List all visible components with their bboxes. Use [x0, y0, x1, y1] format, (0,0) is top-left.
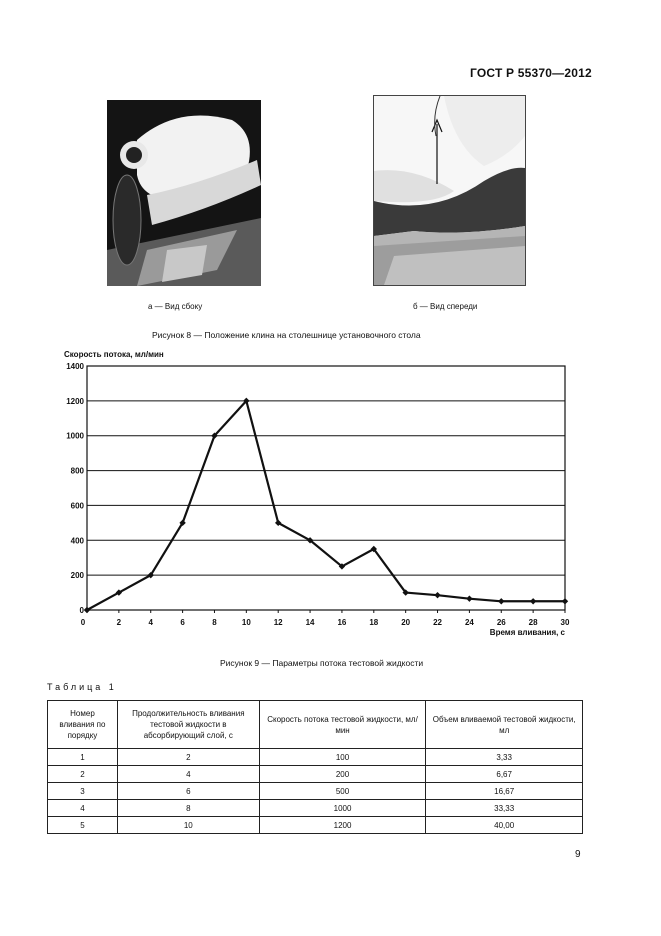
table-cell: 2 [48, 766, 118, 783]
table-cell: 5 [48, 817, 118, 834]
x-tick-label: 24 [464, 618, 474, 627]
caption-side-view: а — Вид сбоку [148, 302, 203, 311]
table-cell: 500 [259, 783, 426, 800]
data-point [498, 598, 504, 604]
x-tick-label: 10 [241, 618, 251, 627]
y-axis-label: Скорость потока, мл/мин [64, 350, 164, 359]
x-tick-label: 8 [212, 618, 217, 627]
table-row [48, 766, 583, 783]
table-cell: 4 [117, 766, 259, 783]
x-tick-label: 14 [305, 618, 315, 627]
x-tick-label: 20 [401, 618, 411, 627]
table-cell: 1000 [259, 800, 426, 817]
table-header-row [48, 701, 583, 749]
header-number: Номер вливания по порядку [48, 701, 118, 749]
header-volume: Объем вливаемой тестовой жидкости, мл [426, 701, 583, 749]
table-row [48, 817, 583, 834]
table-cell: 33,33 [426, 800, 583, 817]
table-title: Таблица 1 [47, 682, 117, 692]
table-row [48, 800, 583, 817]
header-flow-rate: Скорость потока тестовой жидкости, мл/мин [259, 701, 426, 749]
table-cell: 4 [48, 800, 118, 817]
x-tick-label: 12 [273, 618, 283, 627]
figure8-title: Рисунок 8 — Положение клина на столешнице установочного стола [152, 330, 421, 340]
data-point [530, 598, 536, 604]
x-tick-label: 26 [496, 618, 506, 627]
y-tick-label: 1400 [66, 362, 84, 371]
plot-frame [87, 366, 565, 610]
data-point [434, 592, 440, 598]
document-code: ГОСТ Р 55370—2012 [470, 66, 592, 80]
table-cell: 3 [48, 783, 118, 800]
y-tick-label: 0 [79, 606, 84, 615]
table-cell: 100 [259, 749, 426, 766]
y-tick-label: 1000 [66, 431, 84, 441]
table-cell: 3,33 [426, 749, 583, 766]
x-tick-label: 30 [560, 618, 570, 627]
table-cell: 1 [48, 749, 118, 766]
y-tick-label: 600 [70, 501, 84, 511]
table-cell: 16,67 [426, 783, 583, 800]
page-number: 9 [575, 849, 581, 860]
x-tick-label: 16 [337, 618, 347, 627]
x-tick-label: 6 [180, 618, 185, 627]
data-point [466, 595, 472, 601]
table-cell: 40,00 [426, 817, 583, 834]
x-tick-label: 2 [116, 618, 122, 627]
table-cell: 2 [117, 749, 259, 766]
table-cell: 6,67 [426, 766, 583, 783]
table-cell: 200 [259, 766, 426, 783]
caption-front-view: б — Вид спереди [413, 302, 478, 311]
table-row [48, 783, 583, 800]
figure9-title: Рисунок 9 — Параметры потока тестовой жидкости [220, 658, 424, 668]
y-tick-label: 1200 [66, 396, 84, 406]
x-tick-label: 4 [148, 618, 153, 627]
table-cell: 8 [117, 800, 259, 817]
data-table [47, 700, 583, 834]
table-row [48, 749, 583, 766]
table-cell: 6 [117, 783, 259, 800]
x-axis-label: Время вливания, с [489, 628, 565, 637]
y-tick-label: 800 [70, 466, 84, 476]
x-tick-label: 18 [369, 618, 379, 627]
table-cell: 1200 [259, 817, 426, 834]
x-tick-label: 0 [80, 618, 86, 627]
table-cell: 10 [117, 817, 259, 834]
data-point [562, 598, 568, 604]
header-duration: Продолжительность вливания тестовой жидкости в абсорбирующий слой, с [117, 701, 259, 749]
y-tick-label: 200 [70, 571, 84, 581]
y-tick-label: 400 [70, 536, 84, 546]
x-tick-label: 28 [528, 618, 538, 627]
x-tick-label: 22 [433, 618, 442, 627]
